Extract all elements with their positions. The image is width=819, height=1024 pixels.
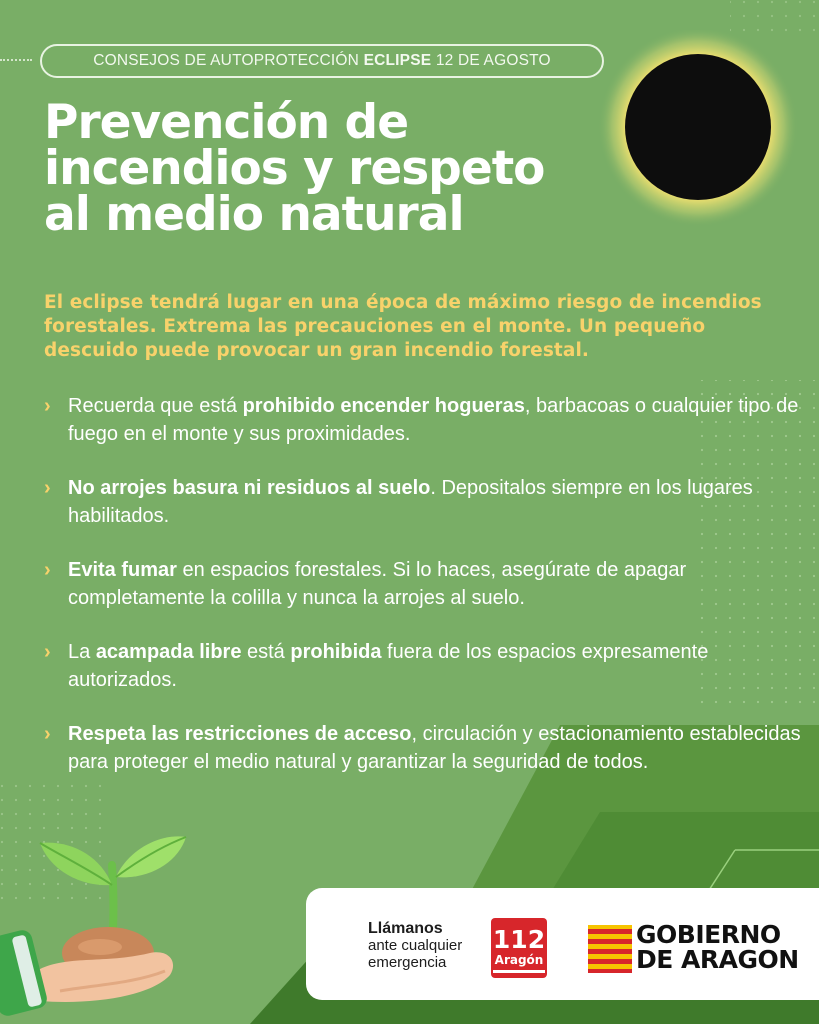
tips-list — [44, 392, 804, 802]
gov-line-2: DE ARAGON — [636, 945, 799, 974]
call-line-3: emergencia — [368, 954, 447, 971]
call-line-1: Llámanos — [368, 920, 443, 937]
sprout-in-hand-icon — [0, 825, 190, 1024]
tip-item: › La acampada libre está prohibida fuera de los espacios expresamente autorizados. — [44, 638, 804, 694]
tip-item: › Evita fumar en espacios forestales. Si lo haces, asegúrate de apagar completamente la colilla y nunca la arrojes al suelo. — [44, 556, 804, 612]
emergency-call-text — [368, 920, 462, 971]
tip-item: › Respeta las restricciones de acceso, circulación y estacionamiento establecidas para proteger el medio natural y garantizar la seguridad de todos. — [44, 720, 804, 776]
page-title: Prevención de incendios y respeto al medio natural — [44, 95, 545, 242]
intro-text: El eclipse tendrá lugar en una época de máximo riesgo de incendios forestales. Extrema las precauciones en el monte. Un pequeño descuido puede provocar un gran incendio forestal. — [44, 292, 762, 361]
tip-item: › No arrojes basura ni residuos al suelo. Depositalos siempre en los lugares habilitados. — [44, 474, 804, 530]
emergency-112-icon — [491, 918, 547, 978]
eclipse-icon — [590, 30, 806, 230]
header-highlight: ECLIPSE — [363, 52, 432, 69]
call-line-2: ante cualquier — [368, 937, 463, 954]
chevron-right-icon: › — [44, 723, 51, 745]
logo-112-region: Aragón — [494, 953, 544, 967]
chevron-right-icon: › — [44, 477, 51, 499]
header-suffix: 12 DE AGOSTO — [435, 52, 551, 69]
logo-112-number: 112 — [492, 925, 546, 954]
header-dotted-line — [0, 59, 32, 61]
government-logo-text — [636, 922, 799, 972]
chevron-right-icon: › — [44, 641, 51, 663]
chevron-right-icon: › — [44, 395, 51, 417]
header-pill — [40, 44, 604, 78]
tip-item: › Recuerda que está prohibido encender hogueras, barbacoas o cualquier tipo de fuego en el monte y sus proximidades. — [44, 392, 804, 448]
header-prefix: CONSEJOS DE AUTOPROTECCIÓN — [93, 52, 360, 69]
chevron-right-icon: › — [44, 559, 51, 581]
gov-line-1: GOBIERNO — [636, 920, 781, 949]
